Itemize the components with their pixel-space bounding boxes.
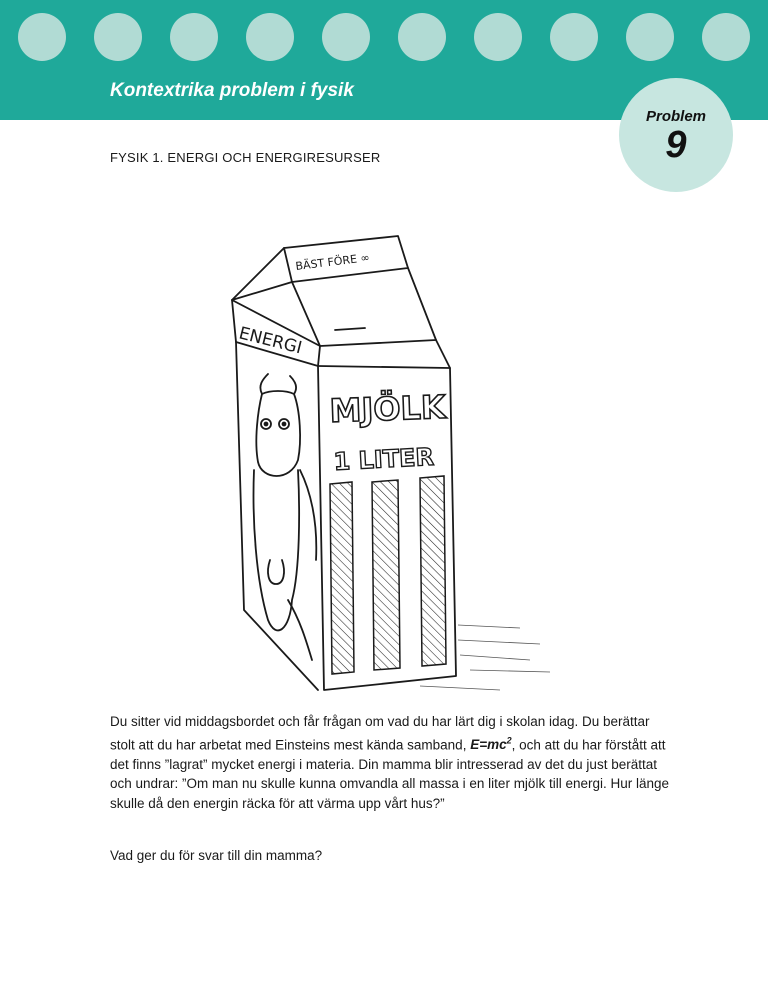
best-before-label: BÄST FÖRE ∞: [294, 250, 371, 273]
side-energy-label: ENERGI: [236, 323, 304, 359]
volume-label: 1 LITER: [332, 442, 435, 476]
problem-number: 9: [665, 124, 687, 166]
question-text: Vad ger du för svar till din mamma?: [110, 848, 323, 863]
problem-text: [110, 712, 670, 813]
formula-exponent: 2: [506, 735, 512, 746]
subject-heading: FYSIK 1. ENERGI OCH ENERGIRESURSER: [110, 150, 381, 165]
einstein-formula: [470, 737, 511, 752]
series-title: Kontextrika problem i fysik: [110, 80, 354, 101]
problem-text-start: Du sitter vid middagsbordet och får frågan om vad du har lärt dig i skolan idag. Du berättar stolt att du har arbetat med Einsteins mest kända samband,: [110, 714, 650, 753]
formula-base: E=mc: [470, 737, 507, 753]
problem-text-end: , och att du har förstått att det finns ”lagrat” mycket energi i materia. Din mamma blir intresserad av det du just berättat och undrar: ”Om man nu skulle kunna omvandla all massa i en liter mjölk till energi. Hur länge skulle då den energin räcka för att värma upp vårt hus?”: [110, 737, 670, 811]
milk-label: MJÖLK: [328, 387, 447, 430]
problem-label: Problem: [645, 108, 706, 125]
